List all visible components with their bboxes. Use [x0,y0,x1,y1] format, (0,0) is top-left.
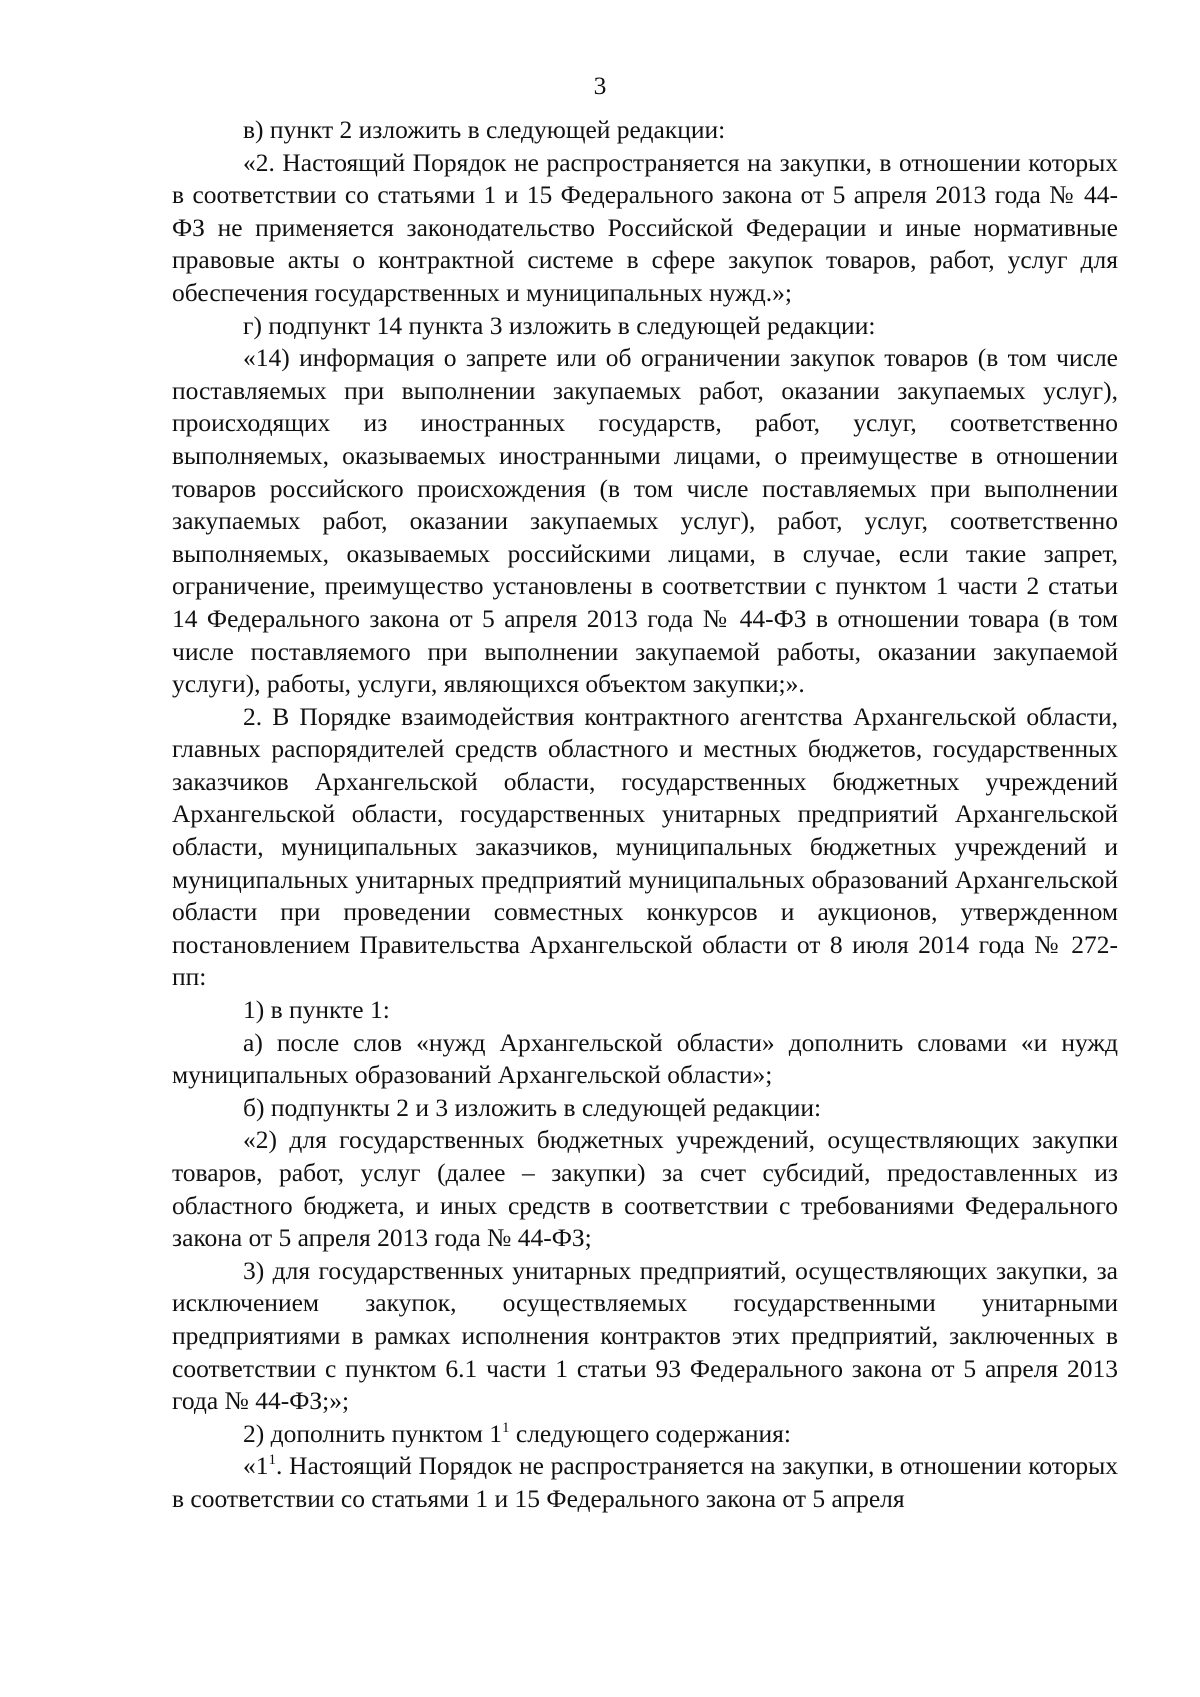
paragraph-subitem-a: а) после слов «нужд Архангельской области» дополнить словами «и нужд муниципальных образований Архангельской области»; [172,1027,1118,1090]
paragraph-section-2: 2. В Порядке взаимодействия контрактного агентства Архангельской области, главных распорядителей средств областного и местных бюджетов, государственных заказчиков Архангельской области, государственных бюджетных учреждений Архангельской области, государственных унитарных предприятий Архангельской области, муниципальных заказчиков, муниципальных бюджетных учреждений и муниципальных унитарных предприятий муниципальных образований Архангельской области при проведении совместных конкурсов и аукционов, утвержденном постановлением Правительства Архангельской области от 8 июля 2014 года № 272-пп: [172,701,1118,992]
superscript: 1 [502,1419,510,1436]
superscript: 1 [268,1452,276,1469]
paragraph-item-g: г) подпункт 14 пункта 3 изложить в следующей редакции: [243,310,876,340]
page-number: 3 [593,71,607,100]
paragraph-subitem-b: б) подпункты 2 и 3 изложить в следующей редакции: [243,1092,822,1122]
paragraph-subitem-2 [172,1418,1118,1451]
paragraph-quote-subpoint-14: «14) информация о запрете или об ограничении закупок товаров (в том числе поставляемых при выполнении закупаемых работ, оказании закупаемых услуг), происходящих из иностранных государств, работ, услуг, соответственно выполняемых, оказываемых иностранными лицами, о преимуществе в отношении товаров российского происхождения (в том числе поставляемых при выполнении закупаемых работ, оказании закупаемых услуг), работ, услуг, соответственно выполняемых, оказываемых российскими лицами, в случае, если такие запрет, ограничение, преимущество установлены в соответствии с пунктом 1 части 2 статьи 14 Федерального закона от 5 апреля 2013 года № 44-ФЗ в отношении товара (в том числе поставляемого при выполнении закупаемой работы, оказании закупаемой услуги), работы, услуги, являющихся объектом закупки;». [172,343,1118,699]
paragraph-text: «1 [243,1451,269,1481]
paragraph-text: . Настоящий Порядок не распространяется на закупки, в отношении которых в соответствии со статьями 1 и 15 Федерального закона от 5 апреля [172,1451,1118,1513]
document-body [172,114,1118,1516]
paragraph-quote-point-1-1 [172,1450,1118,1515]
paragraph-quote-point-2: «2. Настоящий Порядок не распространяется на закупки, в отношении которых в соответствии со статьями 1 и 15 Федерального закона от 5 апреля 2013 года № 44-ФЗ не применяется законодательство Российской Федерации и иные нормативные правовые акты о контрактной системе в сфере закупок товаров, работ, услуг для обеспечения государственных и муниципальных нужд.»; [172,147,1118,307]
paragraph-item-v: в) пункт 2 изложить в следующей редакции: [243,115,726,144]
paragraph-subpoint-3: 3) для государственных унитарных предприятий, осуществляющих закупки, за исключением закупок, осуществляемых государственными унитарными предприятиями в рамках исполнения контрактов этих предприятий, заключенных в соответствии с пунктом 6.1 части 1 статьи 93 Федерального закона от 5 апреля 2013 года № 44-ФЗ;»; [172,1255,1118,1416]
paragraph-text: следующего содержания: [509,1418,791,1448]
paragraph-quote-subpoint-2: «2) для государственных бюджетных учреждений, осуществляющих закупки товаров, работ, услуг (далее – закупки) за счет субсидий, предоставленных из областного бюджета, и иных средств в соответствии с требованиями Федерального закона от 5 апреля 2013 года № 44-ФЗ; [172,1125,1118,1253]
paragraph-subitem-1: 1) в пункте 1: [243,995,390,1025]
paragraph-text: 2) дополнить пунктом 1 [243,1418,502,1448]
